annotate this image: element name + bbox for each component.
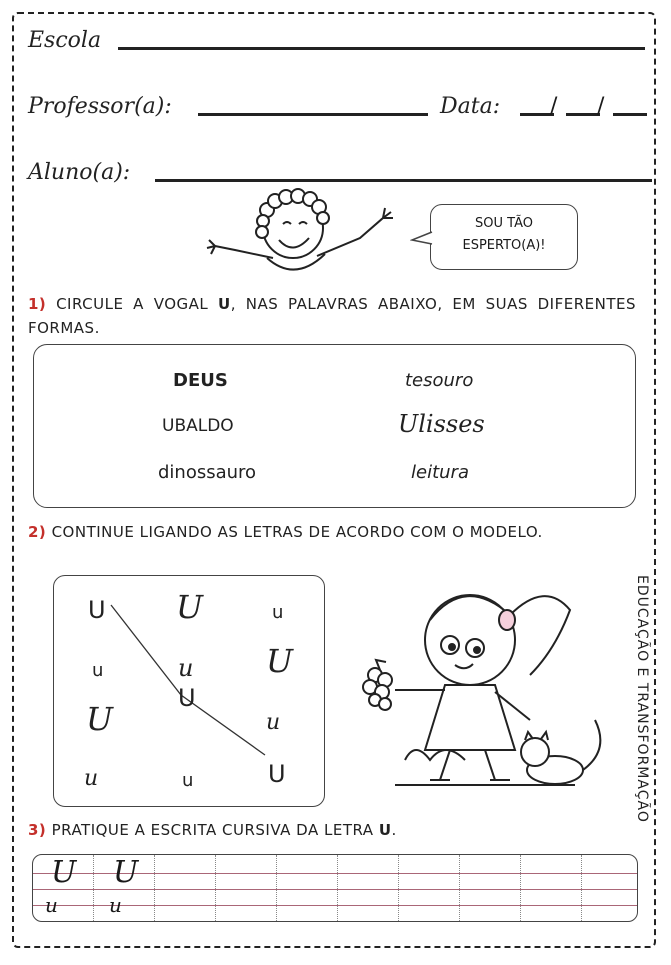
word-item[interactable]: UBALDO [162,416,234,436]
question-2 [28,520,636,544]
word-box [33,344,636,508]
q2-number: 2) [28,523,47,541]
question-1 [28,292,636,340]
speech-bubble [430,204,578,270]
school-field[interactable] [118,47,645,50]
grid-letter[interactable]: u [266,710,281,735]
boy-illustration [205,188,400,288]
q3-text-after: . [391,821,397,839]
q3-number: 3) [28,821,47,839]
grid-letter[interactable]: U [266,642,293,680]
grid-letter[interactable]: U [268,760,286,788]
student-label: Aluno(a): [28,160,131,185]
word-item[interactable]: Ulisses [398,410,485,438]
q1-text-before: CIRCULE A VOGAL [56,295,219,313]
q3-highlight: U [378,821,392,839]
grid-letter[interactable]: U [178,684,196,712]
word-item[interactable]: dinossauro [158,462,257,483]
date-label: Data: [440,94,501,119]
grid-letter[interactable]: U [86,700,113,738]
cursive-practice-strip[interactable] [32,854,638,922]
date-field[interactable]: / / [520,96,650,118]
q3-text-before: PRATIQUE A ESCRITA CURSIVA DA LETRA [51,821,379,839]
q2-text: CONTINUE LIGANDO AS LETRAS DE ACORDO COM O MODELO. [51,523,543,541]
grid-letter[interactable]: U [176,588,203,626]
cursive-sample: U [51,855,77,890]
bubble-tail [410,228,434,248]
cursive-sample: U [113,855,139,890]
bubble-line-2: ESPERTO(A)! [462,238,546,253]
q1-highlight: U [218,295,231,313]
teacher-field[interactable] [198,113,428,116]
student-field[interactable] [155,179,652,182]
grid-letter[interactable]: u [84,766,99,791]
q1-number: 1) [28,295,47,313]
grid-letter[interactable]: u [182,770,194,791]
grid-letter[interactable]: U [88,596,106,624]
grid-letter[interactable]: u [178,654,194,682]
question-3 [28,818,636,842]
school-label: Escola [28,28,102,53]
cursive-sample: u [45,893,58,917]
teacher-label: Professor(a): [28,94,172,119]
cursive-sample: u [109,893,122,917]
word-item[interactable]: DEUS [173,370,228,391]
word-item[interactable]: tesouro [405,370,474,391]
side-label: EDUCAÇÃO E TRANSFORMAÇÃO [634,575,650,823]
q1-text-after: , NAS PALAVRAS ABAIXO, EM SUAS DIFERENTES FORMAS. [28,295,636,337]
grid-letter[interactable]: u [92,660,104,681]
bubble-line-1: SOU TÃO [475,216,533,231]
grid-letter[interactable]: u [272,602,284,623]
girl-cat-illustration [355,580,620,815]
word-item[interactable]: leitura [411,462,469,483]
